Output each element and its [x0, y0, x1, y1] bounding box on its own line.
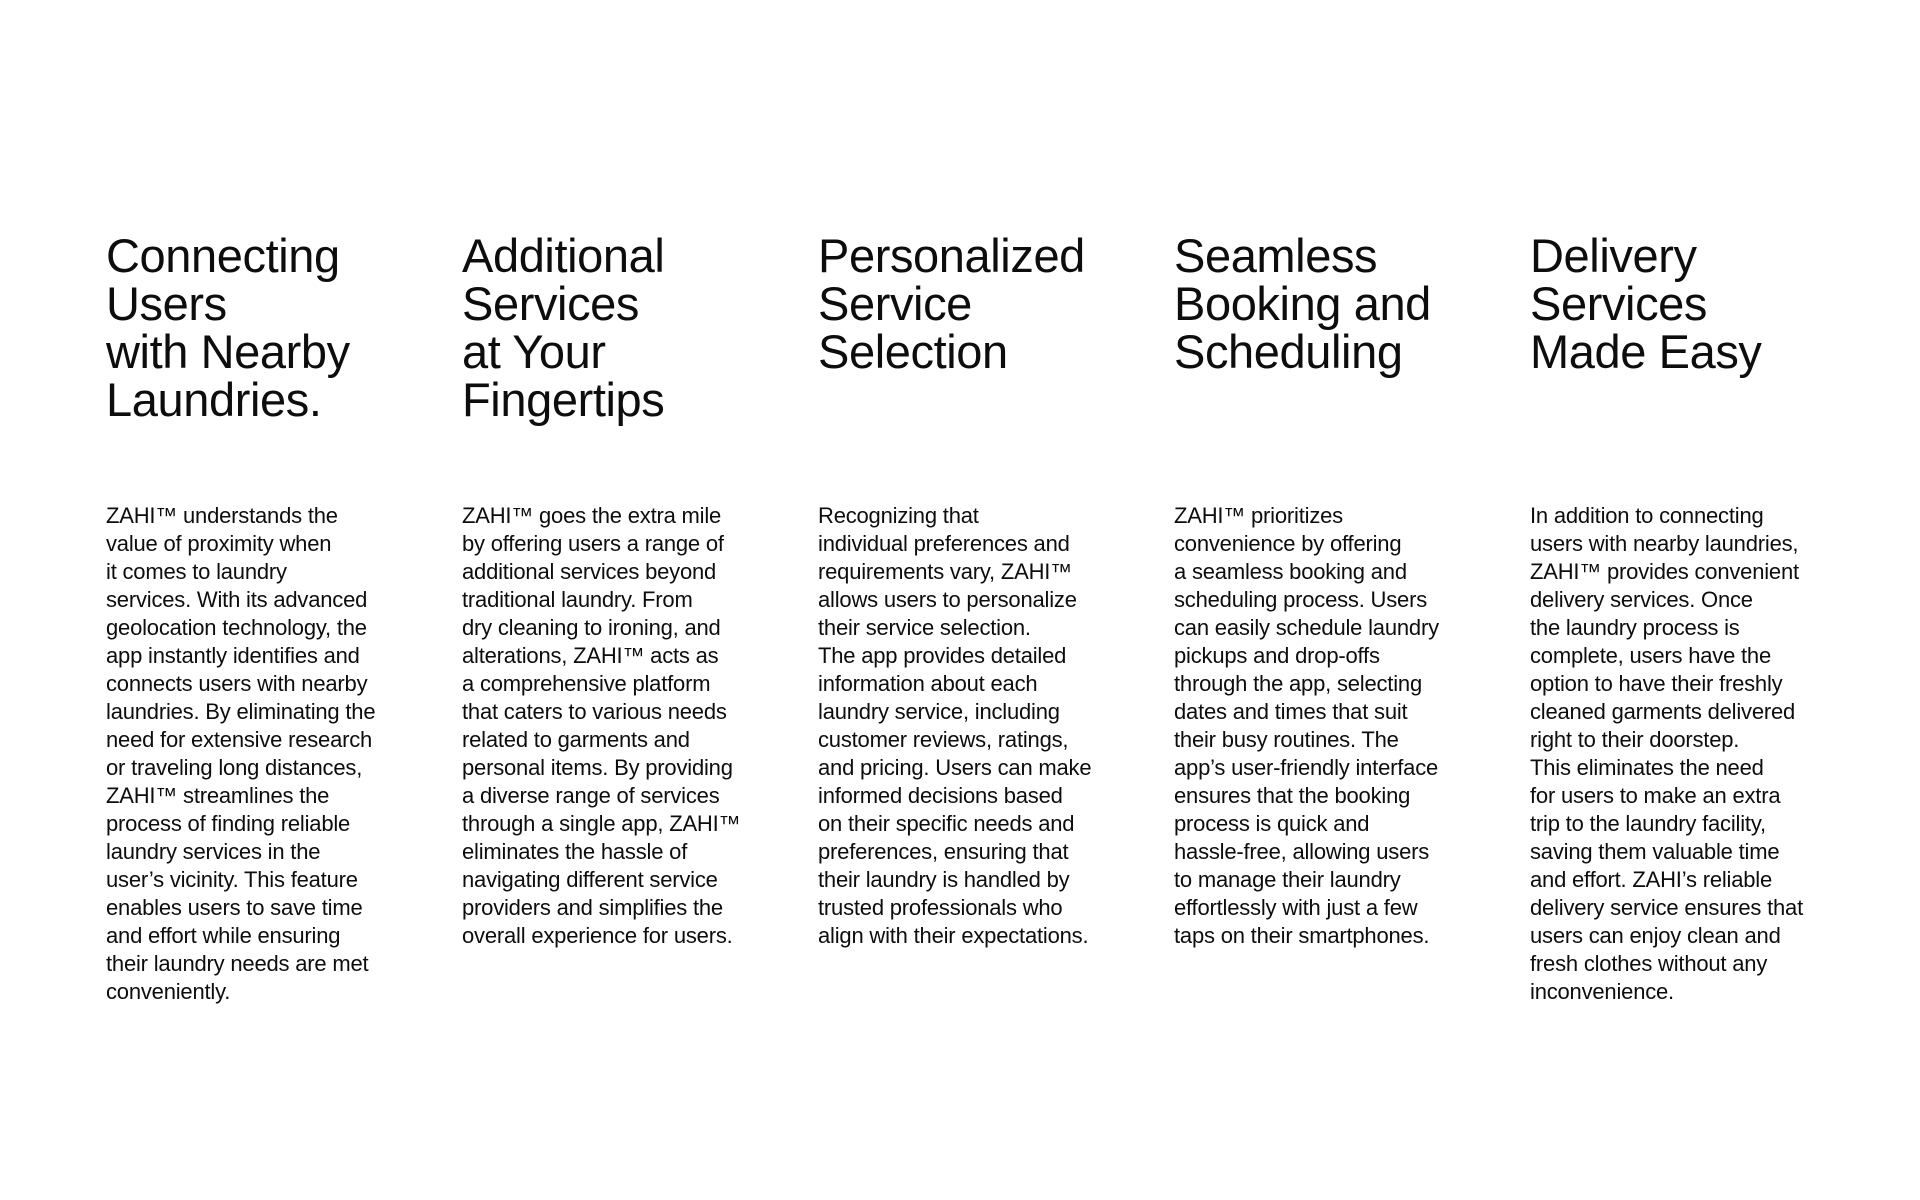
feature-description: ZAHI™ goes the extra mile by offering users a range of additional services beyond traditional laundry. From dry cleaning to ironing, and alterations, ZAHI™ acts as a comprehensive platform that caters to various needs related to garments and personal items. By providing a diverse range of services through a single app, ZAHI™ eliminates the hassle of navigating different service providers and simplifies the overall experience for users. — [462, 503, 741, 948]
feature-columns — [106, 229, 1866, 1004]
feature-column-booking-scheduling — [1174, 229, 1530, 948]
feature-description: In addition to connecting users with nearby laundries, ZAHI™ provides convenient delivery services. Once the laundry process is complete, users have the option to have their freshly cleaned garments delivered right to their doorstep. This eliminates the need for users to make an extra trip to the laundry facility, saving them valuable time and effort. ZAHI’s reliable delivery service ensures that users can enjoy clean and fresh clothes without any inconvenience. — [1530, 503, 1803, 1004]
feature-heading: Additional Services at Your Fingertips — [462, 229, 665, 426]
feature-description: Recognizing that individual preferences and requirements vary, ZAHI™ allows users to personalize their service selection. The app provides detailed information about each laundry service, including customer reviews, ratings, and pricing. Users can make informed decisions based on their specific needs and preferences, ensuring that their laundry is handled by trusted professionals who align with their expectations. — [818, 503, 1092, 948]
feature-heading: Delivery Services Made Easy — [1530, 229, 1762, 378]
feature-heading: Seamless Booking and Scheduling — [1174, 229, 1431, 378]
feature-heading: Connecting Users with Nearby Laundries. — [106, 229, 350, 426]
feature-column-delivery-services — [1530, 229, 1850, 1004]
feature-column-personalized-selection — [818, 229, 1174, 948]
feature-heading: Personalized Service Selection — [818, 229, 1085, 378]
feature-description: ZAHI™ prioritizes convenience by offering a seamless booking and scheduling process. Users can easily schedule laundry pickups and drop-offs through the app, selecting dates and times that suit their busy routines. The app’s user-friendly interface ensures that the booking process is quick and hassle-free, allowing users to manage their laundry effortlessly with just a few taps on their smartphones. — [1174, 503, 1439, 948]
feature-description: ZAHI™ understands the value of proximity when it comes to laundry services. With its advanced geolocation technology, the app instantly identifies and connects users with nearby laundries. By eliminating the need for extensive research or traveling long distances, ZAHI™ streamlines the process of finding reliable laundry services in the user’s vicinity. This feature enables users to save time and effort while ensuring their laundry needs are met conveniently. — [106, 503, 376, 1004]
feature-column-additional-services — [462, 229, 818, 948]
feature-column-connecting-users — [106, 229, 462, 1004]
